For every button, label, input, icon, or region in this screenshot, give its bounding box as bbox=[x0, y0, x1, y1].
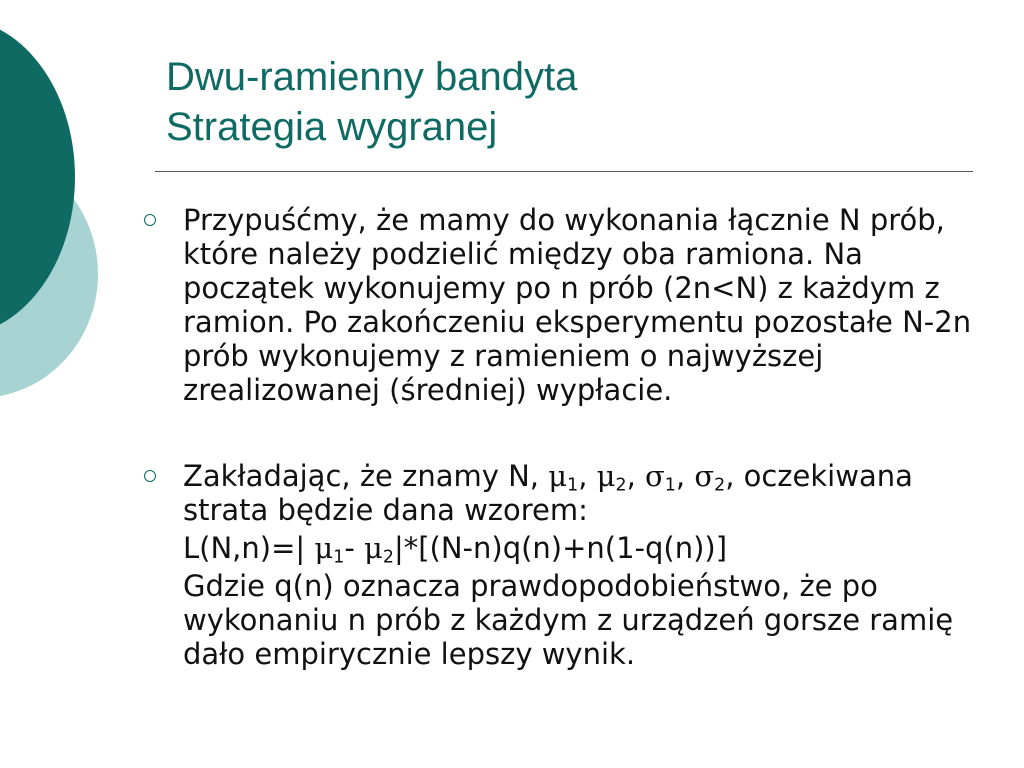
formula-note-text: Gdzie q(n) oznacza prawdopodobieństwo, że po wykonaniu n prób z każdym z urządzeń gorsze ramię dało empirycznie lepszy wynik. bbox=[183, 569, 954, 671]
separator: , bbox=[626, 459, 645, 493]
slide-body bbox=[143, 203, 1003, 671]
bullet-1-text: Przypuśćmy, że mamy do wykonania łącznie N prób, które należy podzielić między oba ramiona. Na początek wykonujemy po n prób (2n<N) z każdym z ramion. Po zakończeniu eksperymentu pozostałe N-2n prób wykonujemy z ramieniem o najwyższej zrealizowanej (średniej) wypłacie. bbox=[183, 203, 972, 407]
loss-formula bbox=[143, 531, 1003, 568]
subscript-2: 2 bbox=[714, 475, 726, 496]
bullet-2-text-start: Zakładając, że znamy N, bbox=[183, 459, 549, 493]
sigma-symbol: σ bbox=[694, 459, 715, 493]
mu-symbol: μ bbox=[364, 531, 383, 565]
bullet-2-text-end: oczekiwana strata będzie dana wzorem: bbox=[183, 459, 913, 527]
formula-end: |*[(N-n)q(n)+n(1-q(n))] bbox=[393, 531, 728, 565]
mu-symbol: μ bbox=[314, 531, 334, 565]
subscript-1: 1 bbox=[333, 547, 345, 568]
slide-title bbox=[166, 52, 577, 152]
bullet-point-1 bbox=[143, 203, 1003, 407]
subscript-2: 2 bbox=[615, 475, 627, 496]
trailing-comma: , bbox=[725, 459, 735, 493]
bullet-circle-icon bbox=[144, 470, 156, 482]
subscript-2: 2 bbox=[382, 547, 394, 568]
separator: , bbox=[578, 459, 597, 493]
mu-symbol: μ bbox=[596, 459, 616, 493]
mu-symbol: μ bbox=[548, 459, 568, 493]
formula-note bbox=[143, 569, 1003, 671]
title-line-1: Dwu-ramienny bandyta bbox=[166, 55, 578, 99]
subscript-1: 1 bbox=[567, 475, 579, 496]
formula-start: L(N,n)=| bbox=[183, 531, 315, 565]
title-line-2: Strategia wygranej bbox=[166, 105, 498, 149]
formula-minus: - bbox=[344, 531, 364, 565]
subscript-1: 1 bbox=[664, 475, 676, 496]
title-divider bbox=[155, 171, 973, 172]
bullet-point-2 bbox=[143, 459, 1003, 527]
bullet-circle-icon bbox=[144, 214, 156, 226]
sigma-symbol: σ bbox=[645, 459, 665, 493]
separator: , bbox=[675, 459, 695, 493]
